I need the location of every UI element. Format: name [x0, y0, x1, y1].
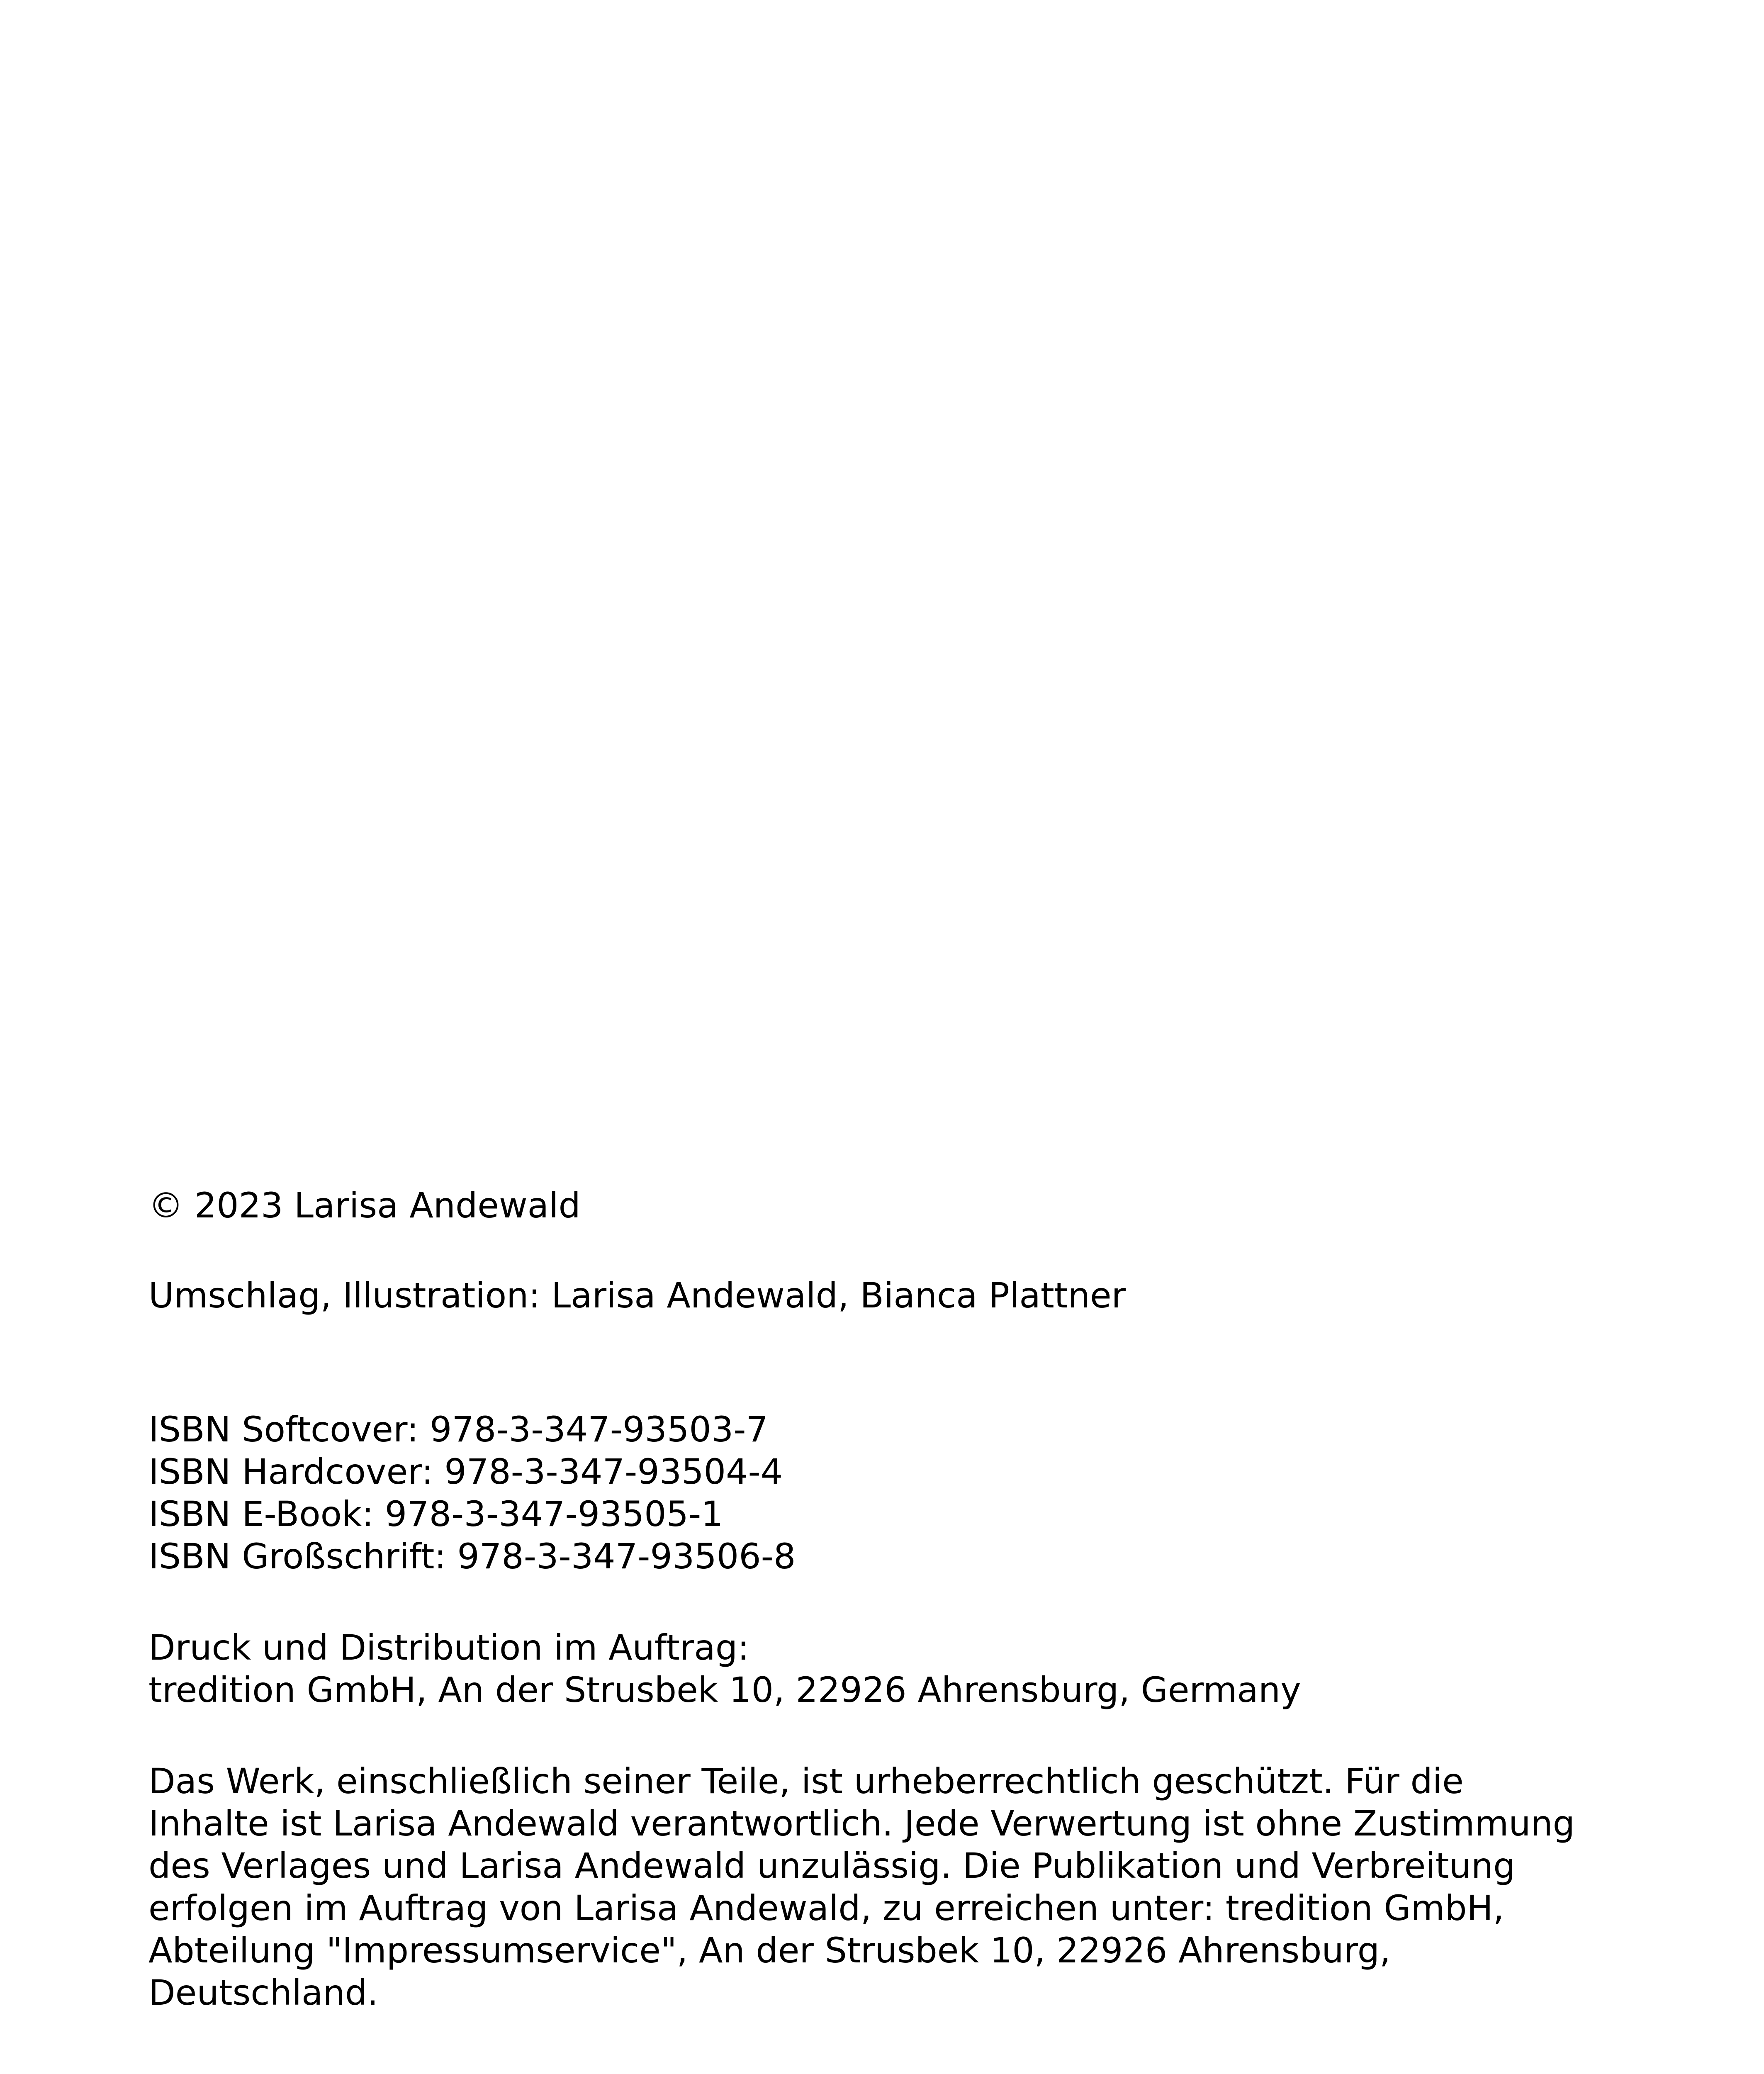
cover-credit: [148, 1274, 1683, 1317]
publisher-address: tredition GmbH, An der Strusbek 10, 22926 Ahrensburg, Germany: [148, 1670, 1301, 1710]
spacer: [148, 1227, 1683, 1274]
distribution-info: [148, 1626, 1683, 1711]
spacer: [148, 1317, 1683, 1408]
legal-notice-line: Das Werk, einschließlich seiner Teile, ist urheberrechtlich geschützt. Für die: [148, 1761, 1464, 1801]
isbn-ebook: ISBN E-Book: 978-3-347-93505-1: [148, 1494, 723, 1534]
isbn-list: [148, 1408, 1683, 1577]
isbn-large-print: ISBN Großschrift: 978-3-347-93506-8: [148, 1536, 796, 1577]
isbn-softcover: ISBN Softcover: 978-3-347-93503-7: [148, 1409, 769, 1450]
cover-credit-line: Umschlag, Illustration: Larisa Andewald, Bianca Plattner: [148, 1275, 1126, 1316]
isbn-hardcover: ISBN Hardcover: 978-3-347-93504-4: [148, 1451, 783, 1492]
copyright-line: © 2023 Larisa Andewald: [148, 1185, 581, 1226]
legal-notice: [148, 1760, 1683, 2014]
legal-notice-line: erfolgen im Auftrag von Larisa Andewald, zu erreichen unter: tredition GmbH,: [148, 1888, 1504, 1928]
imprint-page: [148, 1184, 1683, 2014]
spacer: [148, 1577, 1683, 1626]
legal-notice-line: des Verlages und Larisa Andewald unzulässig. Die Publikation und Verbreitung: [148, 1845, 1516, 1886]
distribution-heading: Druck und Distribution im Auftrag:: [148, 1627, 749, 1668]
legal-notice-line: Deutschland.: [148, 1972, 378, 2013]
legal-notice-line: Abteilung "Impressumservice", An der Strusbek 10, 22926 Ahrensburg,: [148, 1930, 1391, 1971]
spacer: [148, 1711, 1683, 1760]
legal-notice-line: Inhalte ist Larisa Andewald verantwortlich. Jede Verwertung ist ohne Zustimmung: [148, 1803, 1575, 1844]
copyright-notice: [148, 1184, 1683, 1227]
